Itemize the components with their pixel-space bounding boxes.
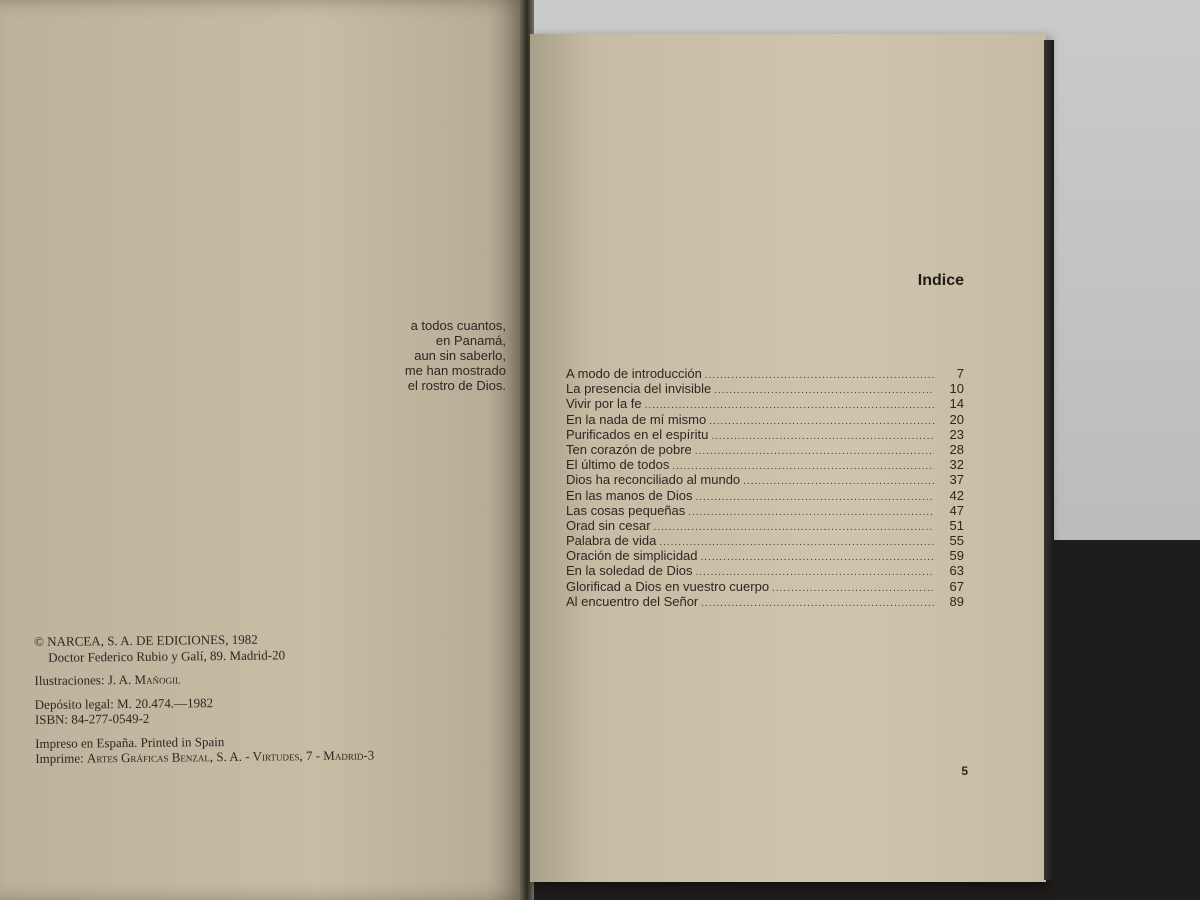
toc-leader: [709, 414, 934, 429]
illustrations-label: Ilustraciones:: [34, 672, 105, 688]
toc-entry-page: 67: [949, 578, 964, 594]
toc-entry: [566, 366, 964, 381]
toc-leader: [688, 505, 934, 520]
page-edge: [1044, 40, 1054, 880]
toc-entry-title: El último de todos: [566, 457, 670, 473]
toc-entry-title: Ten corazón de pobre: [566, 441, 692, 457]
toc-entry: [566, 503, 964, 518]
toc-leader: [695, 444, 934, 459]
index-title: Indice: [917, 272, 964, 289]
toc-leader: [701, 596, 934, 611]
printed-in-line: Impreso en España. Printed in Spain: [35, 733, 225, 751]
toc-entry-title: Purificados en el espíritu: [566, 426, 709, 442]
toc-leader: [711, 429, 934, 444]
toc-entry: [566, 396, 964, 411]
dedication-line: el rostro de Dios.: [407, 378, 506, 393]
toc-entry-title: En la nada de mí mismo: [566, 411, 707, 427]
toc-entry-title: Las cosas pequeñas: [566, 502, 686, 518]
toc-entry-title: A modo de introducción: [566, 366, 702, 381]
toc-entry-page: 32: [949, 457, 964, 473]
copyright-line: © NARCEA, S. A. DE EDICIONES, 1982: [34, 631, 258, 649]
toc-entry-page: 47: [949, 502, 964, 518]
toc-leader: [705, 368, 934, 383]
toc-entry-page: 59: [949, 548, 964, 564]
toc-entry-title: Palabra de vida: [566, 533, 657, 549]
toc-entry-page: 23: [949, 426, 964, 442]
toc-entry: [566, 472, 964, 487]
toc-entry: [566, 563, 964, 578]
dedication: [330, 318, 506, 393]
toc-entry-page: 42: [949, 487, 964, 503]
printer-value: Artes Gráficas Benzal, S. A. - Virtudes, 7 - Madrid-3: [86, 747, 375, 766]
table-of-contents: [566, 366, 964, 609]
left-page: [0, 0, 528, 900]
toc-entry-title: En la soledad de Dios: [566, 563, 693, 579]
toc-entry: [566, 457, 964, 472]
toc-entry-page: 28: [949, 441, 964, 457]
toc-entry: [566, 594, 964, 609]
toc-leader: [654, 520, 934, 535]
toc-entry: [566, 381, 964, 396]
toc-entry-page: 20: [949, 411, 964, 427]
toc-entry-page: 55: [949, 533, 964, 549]
toc-entry-page: 51: [949, 517, 964, 533]
toc-entry: [566, 533, 964, 548]
deposito-legal: Depósito legal: M. 20.474.—1982: [34, 694, 214, 712]
toc-entry-page: 37: [949, 472, 964, 488]
toc-entry-title: Glorificad a Dios en vuestro cuerpo: [566, 578, 770, 594]
toc-entry-title: En las manos de Dios: [566, 487, 693, 503]
toc-entry-title: La presencia del invisible: [566, 381, 712, 397]
illustrations-line: [34, 668, 474, 688]
dedication-line: a todos cuantos,: [410, 318, 506, 333]
dedication-line: me han mostrado: [404, 363, 506, 378]
toc-leader: [695, 490, 934, 505]
illustrations-name: J. A. Mañogil: [107, 671, 181, 688]
toc-leader: [772, 581, 934, 596]
colophon: [34, 629, 475, 766]
toc-leader: [714, 383, 934, 398]
toc-entry: [566, 488, 964, 503]
toc-entry: [566, 427, 964, 442]
toc-entry-page: 7: [956, 366, 964, 381]
toc-leader: [659, 535, 934, 550]
dedication-line: aun sin saberlo,: [414, 348, 506, 363]
toc-leader: [743, 474, 934, 489]
toc-entry-page: 63: [949, 563, 964, 579]
toc-entry: [566, 579, 964, 594]
publisher-address: Doctor Federico Rubio y Galí, 89. Madrid-20: [48, 646, 286, 665]
toc-entry: [566, 548, 964, 563]
toc-entry-title: Dios ha reconciliado al mundo: [566, 472, 741, 488]
toc-entry-title: Al encuentro del Señor: [566, 593, 699, 609]
toc-leader: [701, 550, 934, 565]
page-number: 5: [961, 764, 968, 778]
toc-entry-title: Orad sin cesar: [566, 517, 651, 533]
toc-entry-page: 14: [949, 396, 964, 412]
toc-entry-page: 89: [949, 593, 964, 609]
toc-entry: [566, 412, 964, 427]
dedication-line: en Panamá,: [435, 333, 506, 348]
toc-entry: [566, 442, 964, 457]
toc-entry: [566, 518, 964, 533]
printer-label: Imprime:: [35, 750, 84, 766]
toc-entry-page: 10: [949, 381, 964, 397]
printer-line: [35, 746, 475, 766]
isbn: ISBN: 84-277-0549-2: [34, 710, 150, 727]
toc-entry-title: Vivir por la fe: [566, 396, 642, 412]
toc-entry-title: Oración de simplicidad: [566, 548, 698, 564]
